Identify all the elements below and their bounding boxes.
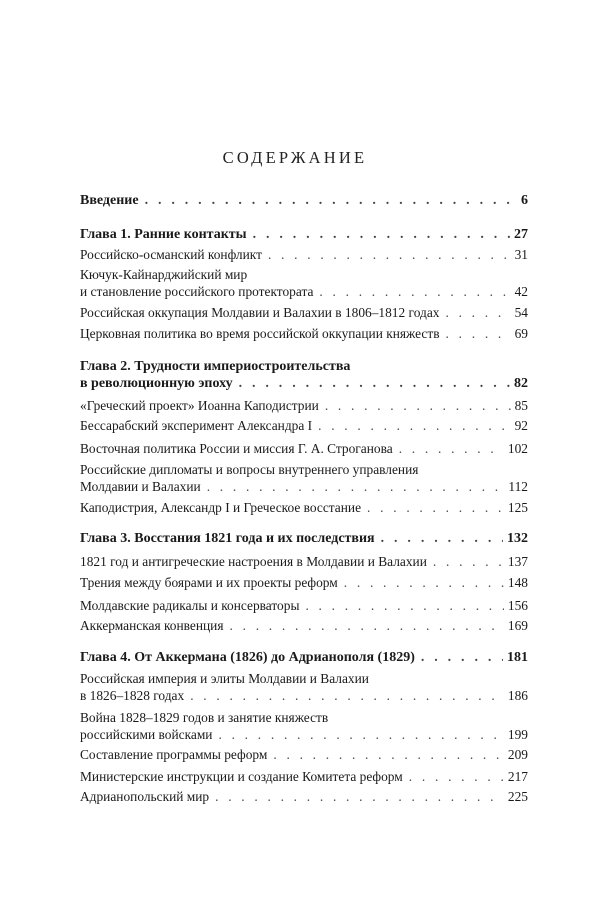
toc-page-number: 156 [507, 598, 528, 613]
toc-page-number: 31 [514, 247, 528, 262]
toc-page-number: 102 [507, 441, 528, 456]
toc-page-number: 42 [514, 284, 528, 299]
toc-section-entry [80, 397, 528, 414]
toc-entry-line [80, 192, 528, 209]
toc-page-number: 137 [507, 554, 528, 569]
toc-page-number: 92 [514, 418, 528, 433]
toc-page-number: 85 [514, 398, 528, 413]
toc-section-entry [80, 597, 528, 614]
toc-entry-title: в революционную эпоху [80, 376, 233, 391]
dot-leader [367, 499, 504, 516]
toc-entry-title: Министерские инструкции и создание Комитета реформ [80, 769, 403, 784]
toc-entry-title: Молдавии и Валахии [80, 479, 201, 494]
toc-page-number: 125 [507, 500, 528, 515]
toc-entry-line [80, 574, 528, 591]
toc-section-entry [80, 417, 528, 434]
toc-page-number: 27 [514, 227, 528, 242]
toc-entry-line [80, 325, 528, 342]
toc-entry-line [80, 746, 528, 763]
toc-section-entry [80, 670, 528, 704]
toc-section-entry [80, 768, 528, 785]
toc-entry-title: Российско-османский конфликт [80, 247, 262, 262]
toc-section-entry [80, 266, 528, 300]
toc-entry-line [80, 670, 528, 687]
toc-entry-line [80, 788, 528, 805]
toc-section-entry [80, 617, 528, 634]
toc-entry-title: Аккерманская конвенция [80, 618, 224, 633]
toc-entry-line [80, 246, 528, 263]
toc-entry-title: Бессарабский эксперимент Александра I [80, 418, 313, 433]
toc-entry-line [80, 709, 528, 726]
toc-page-number: 225 [507, 789, 528, 804]
toc-entry-line [80, 726, 528, 743]
toc-entry-title: Глава 2. Трудности империостроительства [80, 359, 351, 374]
toc-section-entry [80, 246, 528, 263]
toc-page-number: 6 [521, 193, 528, 208]
dot-leader [218, 726, 503, 743]
toc-entry-line [80, 375, 528, 392]
toc-entry-line [80, 499, 528, 516]
dot-leader [399, 440, 504, 457]
toc-entry-line [80, 478, 528, 495]
dot-leader [207, 478, 505, 495]
toc-entry-title: Российская империя и элиты Молдавии и Валахии [80, 671, 369, 686]
toc-entry-title: Глава 4. От Аккермана (1826) до Адрианополя (1829) [80, 650, 415, 665]
toc-section-entry [80, 325, 528, 342]
toc-section-entry [80, 788, 528, 805]
dot-leader [344, 574, 504, 591]
toc-entry-title: Глава 3. Восстания 1821 года и их последствия [80, 531, 375, 546]
toc-entry-title: «Греческий проект» Иоанна Каподистрии [80, 398, 319, 413]
dot-leader [215, 788, 504, 805]
toc-entry-line [80, 440, 528, 457]
toc-page-number: 209 [507, 747, 528, 762]
toc-entry-line [80, 687, 528, 704]
dot-leader [253, 226, 510, 243]
toc-section-entry [80, 440, 528, 457]
dot-leader [325, 397, 511, 414]
toc-page-number: 82 [514, 376, 528, 391]
toc-entry-title: российскими войсками [80, 727, 213, 742]
toc-entry-line [80, 649, 528, 666]
dot-leader [305, 597, 503, 614]
dot-leader [381, 530, 503, 547]
toc-entry-line [80, 358, 528, 375]
toc-entry-line [80, 617, 528, 634]
toc-entry-line [80, 226, 528, 243]
toc-page-number: 217 [507, 769, 528, 784]
toc-entry-title: Трения между боярами и их проекты реформ [80, 575, 338, 590]
toc-entry-title: Глава 1. Ранние контакты [80, 227, 247, 242]
toc-entry-line [80, 304, 528, 321]
toc-entry-line [80, 530, 528, 547]
toc-entry-line [80, 397, 528, 414]
toc-page-number: 54 [514, 305, 528, 320]
toc-section-entry [80, 574, 528, 591]
toc-chapter-entry [80, 649, 528, 666]
toc-entry-title: 1821 год и антигреческие настроения в Молдавии и Валахии [80, 554, 427, 569]
toc-page-number: 169 [507, 618, 528, 633]
toc-entry-title: Российская оккупация Молдавии и Валахии в 1806–1812 годах [80, 305, 440, 320]
toc-entry-line [80, 417, 528, 434]
toc-entry-title: Кючук-Кайнарджийский мир [80, 267, 248, 282]
toc-page-number: 199 [507, 727, 528, 742]
dot-leader [239, 375, 510, 392]
dot-leader [318, 417, 511, 434]
toc-entry-line [80, 461, 528, 478]
toc-section-entry [80, 461, 528, 495]
dot-leader [421, 649, 503, 666]
dot-leader [446, 325, 511, 342]
toc-section-entry [80, 746, 528, 763]
toc-page-number: 186 [507, 688, 528, 703]
dot-leader [145, 192, 517, 209]
toc-entry-line [80, 597, 528, 614]
toc-page-number: 148 [507, 575, 528, 590]
toc-entry-title: Адрианопольский мир [80, 789, 210, 804]
toc-entry-title: Каподистрия, Александр I и Греческое восстание [80, 500, 362, 515]
dot-leader [319, 283, 510, 300]
toc-entry-title: Церковная политика во время российской оккупации княжеств [80, 326, 440, 341]
toc-page-number: 181 [507, 650, 528, 665]
toc-entry-line [80, 283, 528, 300]
toc-entry-line [80, 266, 528, 283]
toc-entry-title: Составление программы реформ [80, 747, 268, 762]
page-title: СОДЕРЖАНИЕ [222, 148, 368, 167]
dot-leader [445, 304, 510, 321]
toc-entry-line [80, 553, 528, 570]
toc-chapter-entry [80, 358, 528, 392]
toc-entry-title: в 1826–1828 годах [80, 688, 185, 703]
toc-page-number: 112 [508, 479, 528, 494]
dot-leader [433, 553, 504, 570]
toc-chapter-entry [80, 226, 528, 243]
toc-page-number: 69 [514, 326, 528, 341]
toc-entry-title: Введение [80, 193, 139, 208]
dot-leader [409, 768, 504, 785]
toc-entry-line [80, 768, 528, 785]
dot-leader [190, 687, 504, 704]
toc-chapter-entry [80, 530, 528, 547]
toc-section-entry [80, 709, 528, 743]
dot-leader [273, 746, 504, 763]
toc-entry-title: и становление российского протектората [80, 284, 314, 299]
toc-entry-title: Восточная политика России и миссия Г. А. Строганова [80, 441, 393, 456]
toc-chapter-entry [80, 192, 528, 209]
toc-entry-title: Молдавские радикалы и консерваторы [80, 598, 300, 613]
dot-leader [230, 617, 504, 634]
toc-page-number: 132 [507, 531, 528, 546]
toc-section-entry [80, 499, 528, 516]
toc-section-entry [80, 553, 528, 570]
toc-entry-title: Российские дипломаты и вопросы внутреннего управления [80, 462, 419, 477]
dot-leader [268, 246, 511, 263]
toc-entry-title: Война 1828–1829 годов и занятие княжеств [80, 710, 329, 725]
toc-section-entry [80, 304, 528, 321]
